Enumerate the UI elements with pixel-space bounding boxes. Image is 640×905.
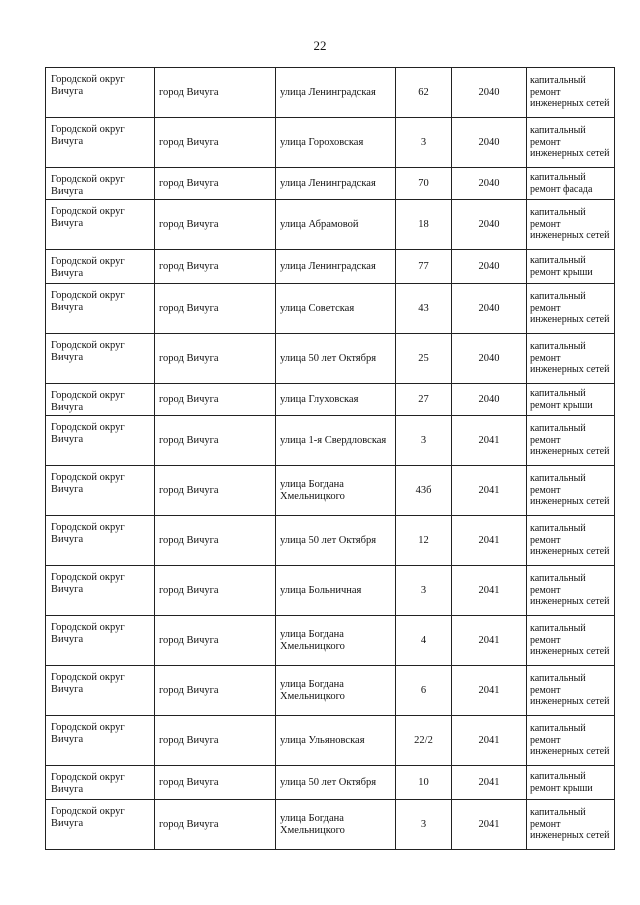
street-cell: улица Ульяновская xyxy=(276,716,396,766)
district-cell: Городской округ Вичуга xyxy=(46,716,155,766)
settlement-cell: город Вичуга xyxy=(155,766,276,800)
house-number-cell: 18 xyxy=(396,200,452,250)
house-number-cell: 3 xyxy=(396,118,452,168)
settlement-cell: город Вичуга xyxy=(155,118,276,168)
year-cell: 2040 xyxy=(452,384,527,416)
work-type-cell: капитальный ремонт инженерных сетей xyxy=(527,716,615,766)
settlement-cell: город Вичуга xyxy=(155,800,276,850)
work-type-cell: капитальный ремонт инженерных сетей xyxy=(527,466,615,516)
work-type-cell: капитальный ремонт крыши xyxy=(527,766,615,800)
year-cell: 2040 xyxy=(452,284,527,334)
district-cell: Городской округ Вичуга xyxy=(46,666,155,716)
settlement-cell: город Вичуга xyxy=(155,716,276,766)
house-number-cell: 6 xyxy=(396,666,452,716)
house-number-cell: 3 xyxy=(396,416,452,466)
district-cell: Городской округ Вичуга xyxy=(46,516,155,566)
street-cell: улица 50 лет Октября xyxy=(276,334,396,384)
year-cell: 2041 xyxy=(452,616,527,666)
settlement-cell: город Вичуга xyxy=(155,466,276,516)
house-number-cell: 3 xyxy=(396,800,452,850)
house-number-cell: 25 xyxy=(396,334,452,384)
street-cell: улица Богдана Хмельницкого xyxy=(276,666,396,716)
house-number-cell: 10 xyxy=(396,766,452,800)
house-number-cell: 77 xyxy=(396,250,452,284)
year-cell: 2041 xyxy=(452,416,527,466)
settlement-cell: город Вичуга xyxy=(155,666,276,716)
street-cell: улица 50 лет Октября xyxy=(276,766,396,800)
work-type-cell: капитальный ремонт фасада xyxy=(527,168,615,200)
year-cell: 2040 xyxy=(452,334,527,384)
house-number-cell: 27 xyxy=(396,384,452,416)
table-row xyxy=(46,516,615,566)
year-cell: 2040 xyxy=(452,118,527,168)
table-row xyxy=(46,68,615,118)
table-row xyxy=(46,284,615,334)
table-row xyxy=(46,334,615,384)
district-cell: Городской округ Вичуга xyxy=(46,384,155,416)
repair-schedule-table xyxy=(45,67,615,850)
table-row xyxy=(46,118,615,168)
settlement-cell: город Вичуга xyxy=(155,200,276,250)
work-type-cell: капитальный ремонт крыши xyxy=(527,384,615,416)
table-row xyxy=(46,716,615,766)
table-row xyxy=(46,416,615,466)
work-type-cell: капитальный ремонт крыши xyxy=(527,250,615,284)
work-type-cell: капитальный ремонт инженерных сетей xyxy=(527,68,615,118)
year-cell: 2041 xyxy=(452,716,527,766)
district-cell: Городской округ Вичуга xyxy=(46,250,155,284)
table-row xyxy=(46,200,615,250)
street-cell: улица Больничная xyxy=(276,566,396,616)
table-row xyxy=(46,384,615,416)
district-cell: Городской округ Вичуга xyxy=(46,766,155,800)
work-type-cell: капитальный ремонт инженерных сетей xyxy=(527,616,615,666)
house-number-cell: 22/2 xyxy=(396,716,452,766)
district-cell: Городской округ Вичуга xyxy=(46,616,155,666)
work-type-cell: капитальный ремонт инженерных сетей xyxy=(527,334,615,384)
work-type-cell: капитальный ремонт инженерных сетей xyxy=(527,284,615,334)
year-cell: 2040 xyxy=(452,168,527,200)
street-cell: улица Гороховская xyxy=(276,118,396,168)
year-cell: 2041 xyxy=(452,766,527,800)
table-row xyxy=(46,766,615,800)
settlement-cell: город Вичуга xyxy=(155,416,276,466)
house-number-cell: 4 xyxy=(396,616,452,666)
house-number-cell: 43б xyxy=(396,466,452,516)
settlement-cell: город Вичуга xyxy=(155,68,276,118)
street-cell: улица 1-я Свердловская xyxy=(276,416,396,466)
settlement-cell: город Вичуга xyxy=(155,250,276,284)
table-row xyxy=(46,466,615,516)
street-cell: улица Советская xyxy=(276,284,396,334)
settlement-cell: город Вичуга xyxy=(155,566,276,616)
house-number-cell: 70 xyxy=(396,168,452,200)
table-row xyxy=(46,250,615,284)
district-cell: Городской округ Вичуга xyxy=(46,566,155,616)
work-type-cell: капитальный ремонт инженерных сетей xyxy=(527,118,615,168)
street-cell: улица Абрамовой xyxy=(276,200,396,250)
street-cell: улица Богдана Хмельницкого xyxy=(276,466,396,516)
year-cell: 2040 xyxy=(452,250,527,284)
work-type-cell: капитальный ремонт инженерных сетей xyxy=(527,800,615,850)
district-cell: Городской округ Вичуга xyxy=(46,334,155,384)
street-cell: улица 50 лет Октября xyxy=(276,516,396,566)
table-row xyxy=(46,168,615,200)
street-cell: улица Богдана Хмельницкого xyxy=(276,800,396,850)
district-cell: Городской округ Вичуга xyxy=(46,416,155,466)
settlement-cell: город Вичуга xyxy=(155,334,276,384)
year-cell: 2040 xyxy=(452,200,527,250)
district-cell: Городской округ Вичуга xyxy=(46,168,155,200)
table-row xyxy=(46,616,615,666)
district-cell: Городской округ Вичуга xyxy=(46,200,155,250)
work-type-cell: капитальный ремонт инженерных сетей xyxy=(527,666,615,716)
settlement-cell: город Вичуга xyxy=(155,616,276,666)
street-cell: улица Ленинградская xyxy=(276,250,396,284)
table-row xyxy=(46,566,615,616)
settlement-cell: город Вичуга xyxy=(155,384,276,416)
year-cell: 2041 xyxy=(452,800,527,850)
house-number-cell: 62 xyxy=(396,68,452,118)
house-number-cell: 3 xyxy=(396,566,452,616)
work-type-cell: капитальный ремонт инженерных сетей xyxy=(527,200,615,250)
street-cell: улица Ленинградская xyxy=(276,68,396,118)
settlement-cell: город Вичуга xyxy=(155,516,276,566)
year-cell: 2040 xyxy=(452,68,527,118)
settlement-cell: город Вичуга xyxy=(155,284,276,334)
street-cell: улица Богдана Хмельницкого xyxy=(276,616,396,666)
district-cell: Городской округ Вичуга xyxy=(46,466,155,516)
work-type-cell: капитальный ремонт инженерных сетей xyxy=(527,516,615,566)
district-cell: Городской округ Вичуга xyxy=(46,800,155,850)
year-cell: 2041 xyxy=(452,666,527,716)
district-cell: Городской округ Вичуга xyxy=(46,284,155,334)
page-number: 22 xyxy=(313,38,327,53)
table-row xyxy=(46,666,615,716)
year-cell: 2041 xyxy=(452,466,527,516)
street-cell: улица Ленинградская xyxy=(276,168,396,200)
work-type-cell: капитальный ремонт инженерных сетей xyxy=(527,416,615,466)
house-number-cell: 43 xyxy=(396,284,452,334)
district-cell: Городской округ Вичуга xyxy=(46,68,155,118)
house-number-cell: 12 xyxy=(396,516,452,566)
table-row xyxy=(46,800,615,850)
work-type-cell: капитальный ремонт инженерных сетей xyxy=(527,566,615,616)
year-cell: 2041 xyxy=(452,566,527,616)
settlement-cell: город Вичуга xyxy=(155,168,276,200)
district-cell: Городской округ Вичуга xyxy=(46,118,155,168)
year-cell: 2041 xyxy=(452,516,527,566)
street-cell: улица Глуховская xyxy=(276,384,396,416)
